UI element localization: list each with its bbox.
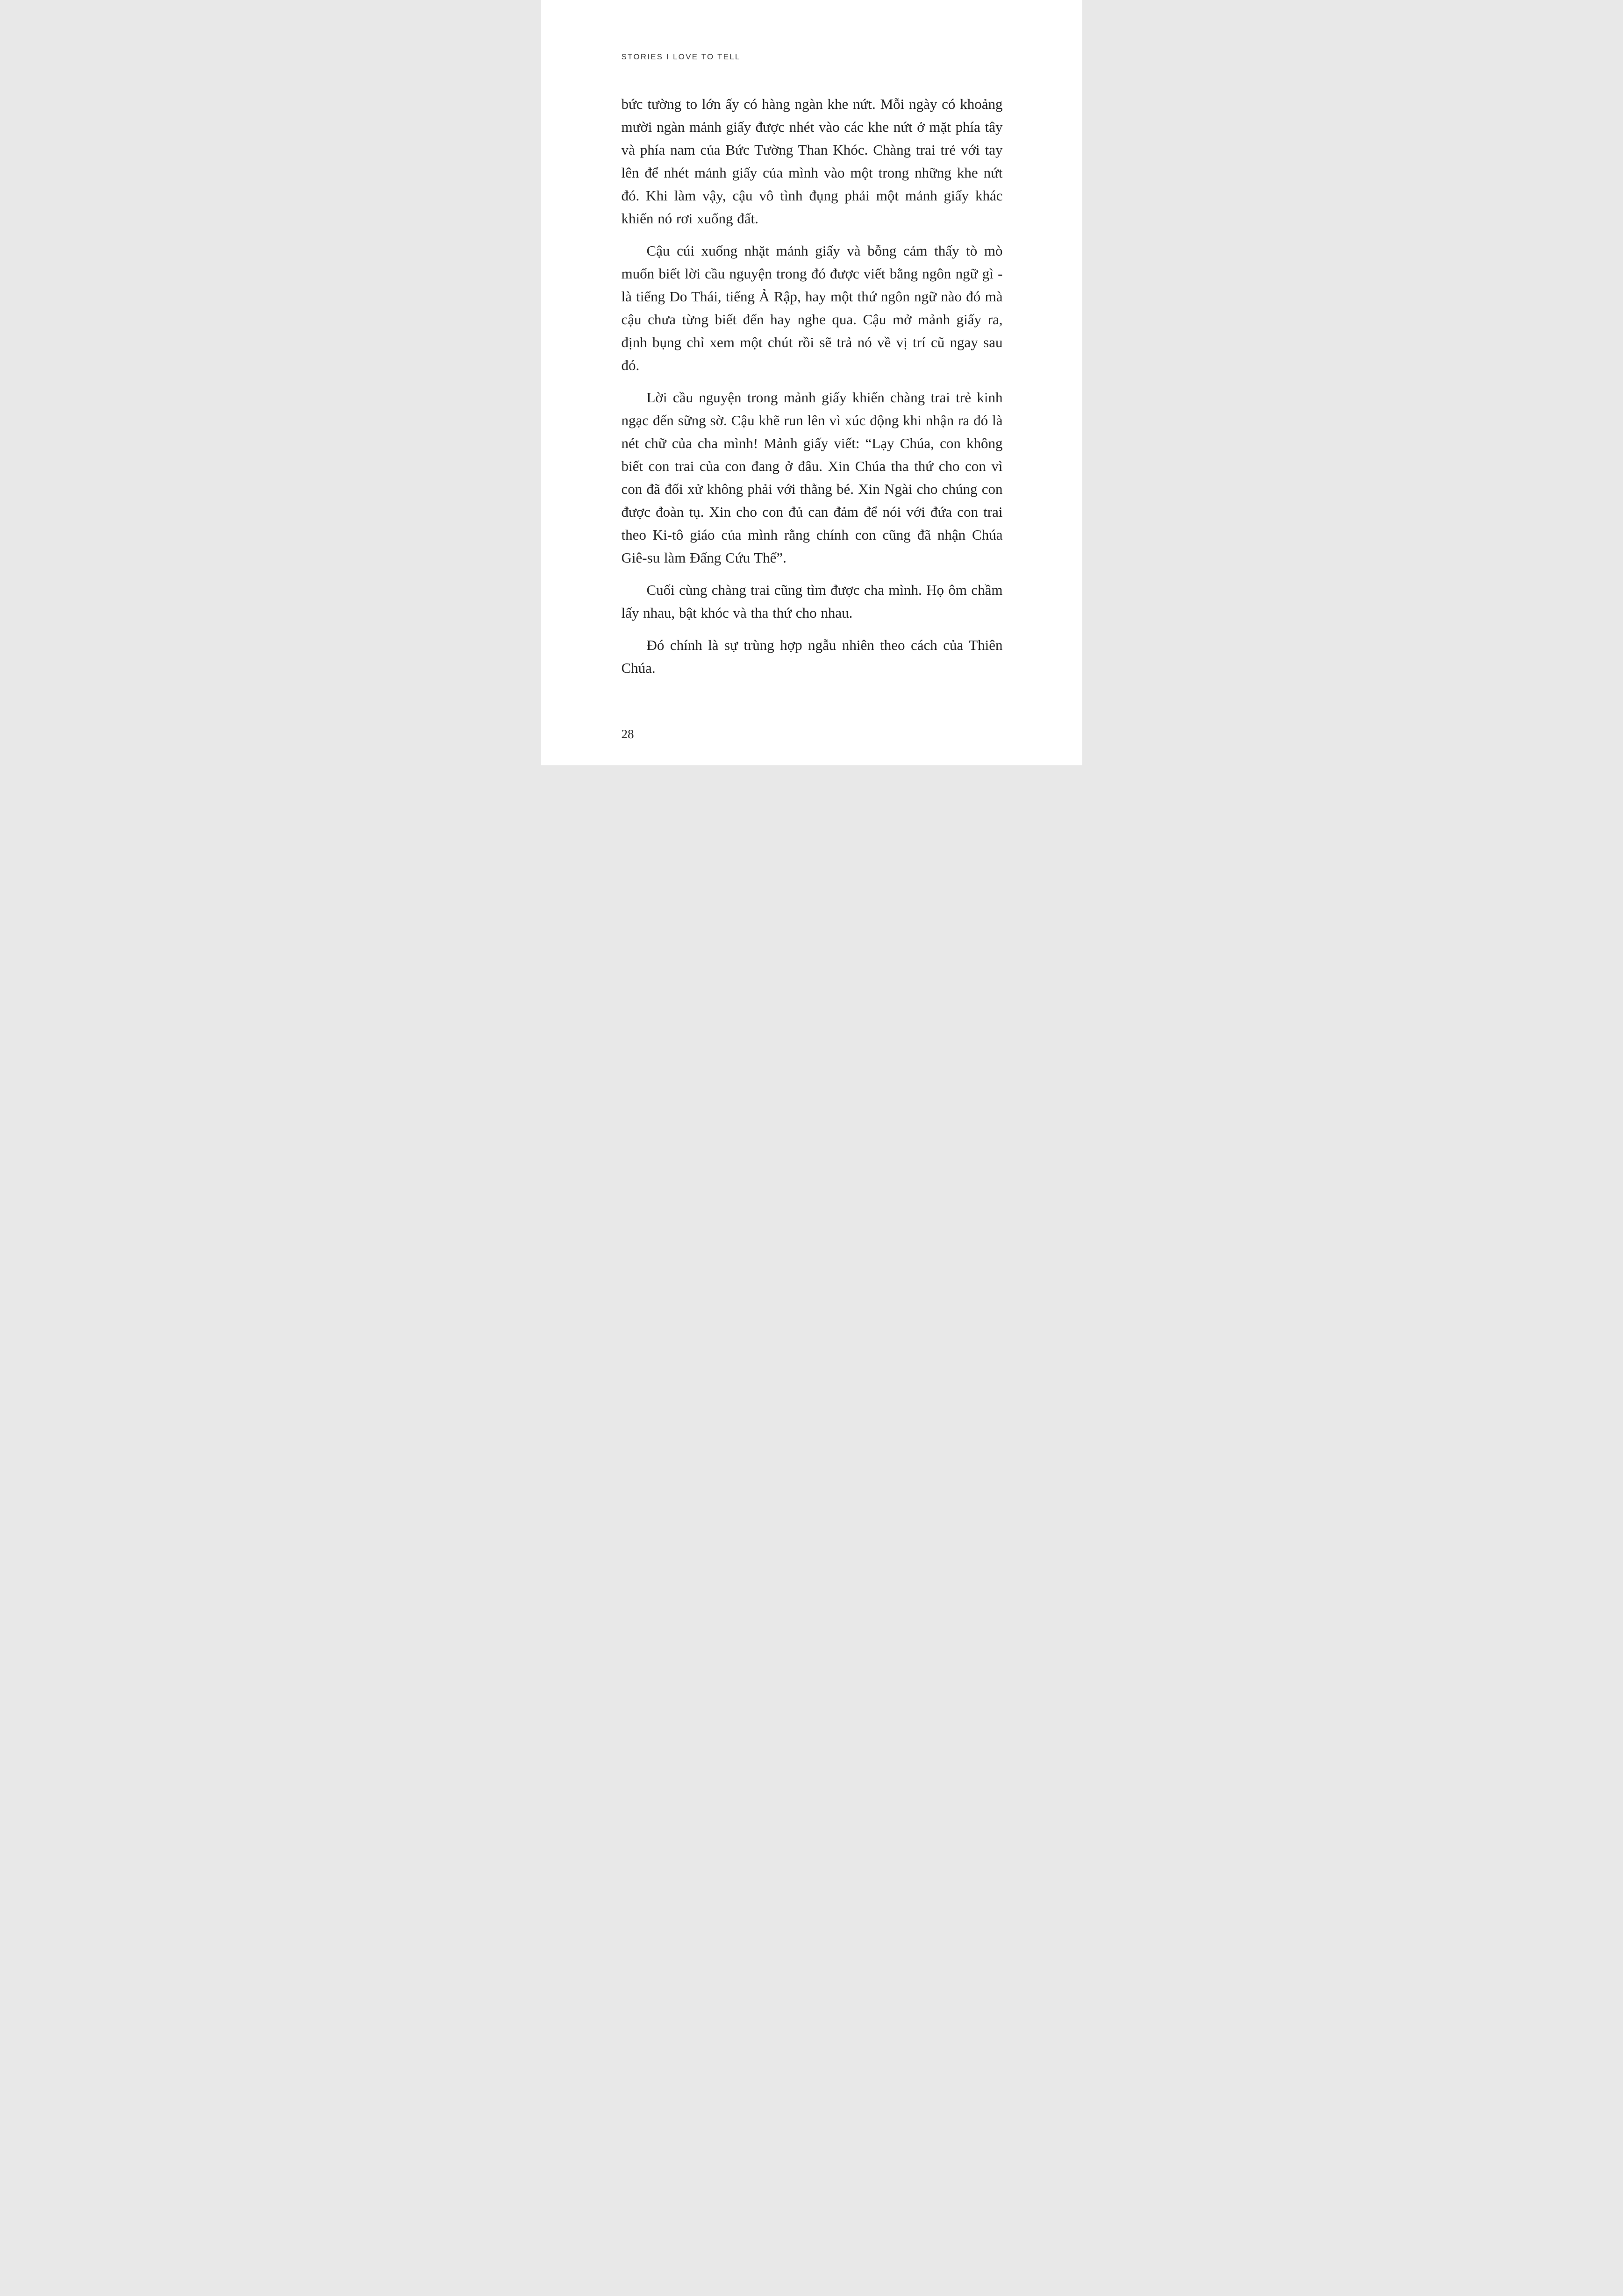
paragraph: Cậu cúi xuống nhặt mảnh giấy và bỗng cảm thấy tò mò muốn biết lời cầu nguyện trong đó được viết bằng ngôn ngữ gì - là tiếng Do Thái, tiếng Ả Rập, hay một thứ ngôn ngữ nào đó mà cậu chưa từng biết đến hay nghe qua. Cậu mở mảnh giấy ra, định bụng chỉ xem một chút rồi sẽ trả nó về vị trí cũ ngay sau đó. [621, 242, 1003, 373]
paragraph: Cuối cùng chàng trai cũng tìm được cha mình. Họ ôm chầm lấy nhau, bật khóc và tha thứ cho nhau. [621, 582, 1003, 621]
paragraph: Lời cầu nguyện trong mảnh giấy khiến chàng trai trẻ kinh ngạc đến sững sờ. Cậu khẽ run lên vì xúc động khi nhận ra đó là nét chữ của cha mình! Mảnh giấy viết: “Lạy Chúa, con không biết con trai của con đang ở đâu. Xin Chúa tha thứ cho con vì con đã đối xử không phải với thằng bé. Xin Ngài cho chúng con được đoàn tụ. Xin cho con đủ can đảm để nói với đứa con trai theo Ki-tô giáo của mình rằng chính con cũng đã nhận Chúa Giê-su làm Đấng Cứu Thế”. [621, 389, 1003, 566]
book-page [541, 0, 1082, 765]
body-text [622, 93, 1003, 689]
paragraph: Đó chính là sự trùng hợp ngẫu nhiên theo cách của Thiên Chúa. [621, 637, 1003, 676]
running-header: STORIES I LOVE TO TELL [621, 52, 741, 61]
paragraph: bức tường to lớn ấy có hàng ngàn khe nứt. Mỗi ngày có khoảng mười ngàn mảnh giấy được nhét vào các khe nứt ở mặt phía tây và phía nam của Bức Tường Than Khóc. Chàng trai trẻ với tay lên để nhét mảnh giấy của mình vào một trong những khe nứt đó. Khi làm vậy, cậu vô tình đụng phải một mảnh giấy khác khiến nó rơi xuống đất. [621, 96, 1003, 227]
page-number: 28 [621, 727, 634, 741]
